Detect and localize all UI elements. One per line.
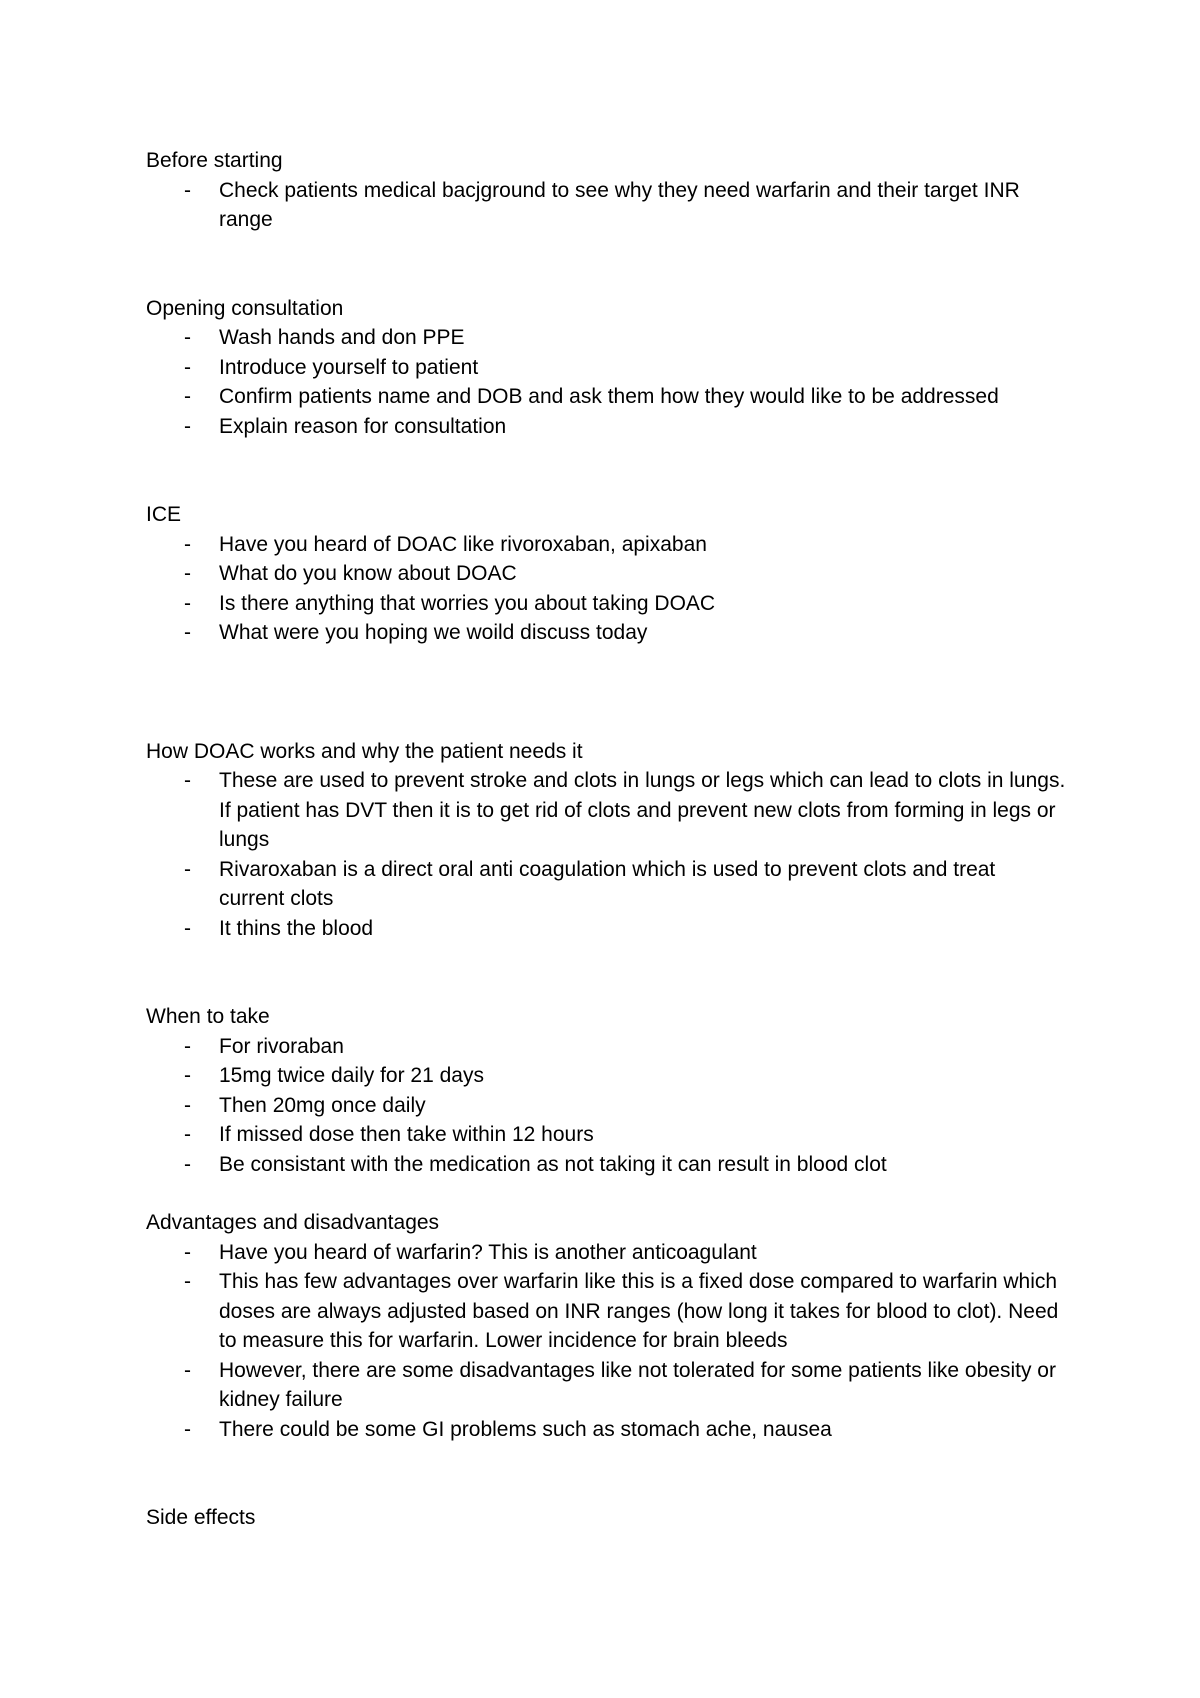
bullet-list xyxy=(146,1032,1066,1180)
bullet-dash: - xyxy=(184,916,191,940)
section-ice xyxy=(146,500,1066,648)
list-item xyxy=(146,559,1066,589)
list-item-text: Be consistant with the medication as not taking it can result in blood clot xyxy=(219,1152,887,1176)
bullet-dash: - xyxy=(184,178,191,202)
bullet-dash: - xyxy=(184,385,191,408)
list-item-text: Is there anything that worries you about taking DOAC xyxy=(219,591,716,615)
list-item xyxy=(146,382,1066,412)
list-item xyxy=(146,353,1066,383)
list-item-text: Check patients medical bacjground to see why they need warfarin and their target INR range xyxy=(219,178,1020,231)
list-item xyxy=(146,855,1066,914)
list-item-text: What were you hoping we woild discuss today xyxy=(219,621,648,644)
list-item xyxy=(146,1061,1066,1091)
list-item xyxy=(146,1238,1066,1268)
bullet-dash: - xyxy=(184,1358,191,1382)
list-item xyxy=(146,1032,1066,1062)
bullet-dash: - xyxy=(184,355,191,379)
document-content xyxy=(146,146,1066,1533)
list-item-text: What do you know about DOAC xyxy=(219,562,517,585)
section-how-doac-works xyxy=(146,737,1066,944)
bullet-dash: - xyxy=(184,562,191,585)
bullet-dash: - xyxy=(184,326,191,349)
bullet-dash: - xyxy=(184,414,191,438)
list-item xyxy=(146,914,1066,944)
list-item xyxy=(146,1356,1066,1415)
bullet-dash: - xyxy=(184,1034,191,1058)
list-item-text: Wash hands and don PPE xyxy=(219,326,465,349)
list-item-text: Confirm patients name and DOB and ask them how they would like to be addressed xyxy=(219,385,999,408)
bullet-dash: - xyxy=(184,1417,191,1441)
list-item xyxy=(146,1091,1066,1121)
list-item xyxy=(146,1120,1066,1150)
bullet-dash: - xyxy=(184,591,191,615)
list-item-text: Rivaroxaban is a direct oral anti coagulation which is used to prevent clots and treat current clots xyxy=(219,857,996,910)
list-item xyxy=(146,530,1066,560)
bullet-dash: - xyxy=(184,621,191,644)
section-before-starting xyxy=(146,146,1066,235)
list-item-text: 15mg twice daily for 21 days xyxy=(219,1064,484,1087)
bullet-list xyxy=(146,1238,1066,1445)
section-heading: Advantages and disadvantages xyxy=(146,1211,440,1234)
section-heading: Before starting xyxy=(146,149,283,172)
bullet-dash: - xyxy=(184,1270,191,1293)
bullet-dash: - xyxy=(184,769,191,792)
list-item-text: It thins the blood xyxy=(219,916,374,940)
bullet-dash: - xyxy=(184,532,191,556)
list-item xyxy=(146,1150,1066,1180)
list-item-text: This has few advantages over warfarin like this is a fixed dose compared to warfarin which doses are always adjusted based on INR ranges (how long it takes for blood to clot). Need to measure this for warfarin. Lower incidence for brain bleeds xyxy=(219,1270,1059,1352)
section-heading: Side effects xyxy=(146,1506,256,1529)
section-heading: When to take xyxy=(146,1005,270,1028)
list-item-text: Explain reason for consultation xyxy=(219,414,507,438)
list-item xyxy=(146,589,1066,619)
section-advantages-disadvantages xyxy=(146,1208,1066,1444)
bullet-dash: - xyxy=(184,1123,191,1146)
section-heading: ICE xyxy=(146,503,182,526)
list-item-text: For rivoraban xyxy=(219,1034,344,1058)
list-item xyxy=(146,766,1066,855)
bullet-dash: - xyxy=(184,1152,191,1176)
list-item xyxy=(146,1267,1066,1356)
section-when-to-take xyxy=(146,1002,1066,1179)
bullet-dash: - xyxy=(184,1064,191,1087)
list-item-text: Then 20mg once daily xyxy=(219,1093,426,1117)
list-item-text: However, there are some disadvantages like not tolerated for some patients like obesity or kidney failure xyxy=(219,1358,1056,1411)
section-opening-consultation xyxy=(146,294,1066,442)
section-side-effects xyxy=(146,1503,1066,1533)
list-item-text: Have you heard of warfarin? This is another anticoagulant xyxy=(219,1240,757,1264)
bullet-dash: - xyxy=(184,857,191,881)
bullet-dash: - xyxy=(184,1093,191,1117)
list-item-text: If missed dose then take within 12 hours xyxy=(219,1123,594,1146)
list-item-text: There could be some GI problems such as stomach ache, nausea xyxy=(219,1417,832,1441)
bullet-list xyxy=(146,176,1066,235)
bullet-list xyxy=(146,530,1066,648)
list-item-text: These are used to prevent stroke and clots in lungs or legs which can lead to clots in lungs. If patient has DVT then it is to get rid of clots and prevent new clots from forming in legs or lungs xyxy=(219,769,1066,851)
list-item xyxy=(146,1415,1066,1445)
section-heading: How DOAC works and why the patient needs it xyxy=(146,739,583,763)
bullet-list xyxy=(146,323,1066,441)
list-item xyxy=(146,618,1066,648)
list-item-text: Have you heard of DOAC like rivoroxaban, apixaban xyxy=(219,532,707,556)
bullet-list xyxy=(146,766,1066,943)
list-item xyxy=(146,176,1066,235)
list-item xyxy=(146,323,1066,353)
bullet-dash: - xyxy=(184,1240,191,1264)
section-heading: Opening consultation xyxy=(146,296,344,320)
list-item xyxy=(146,412,1066,442)
list-item-text: Introduce yourself to patient xyxy=(219,355,479,379)
